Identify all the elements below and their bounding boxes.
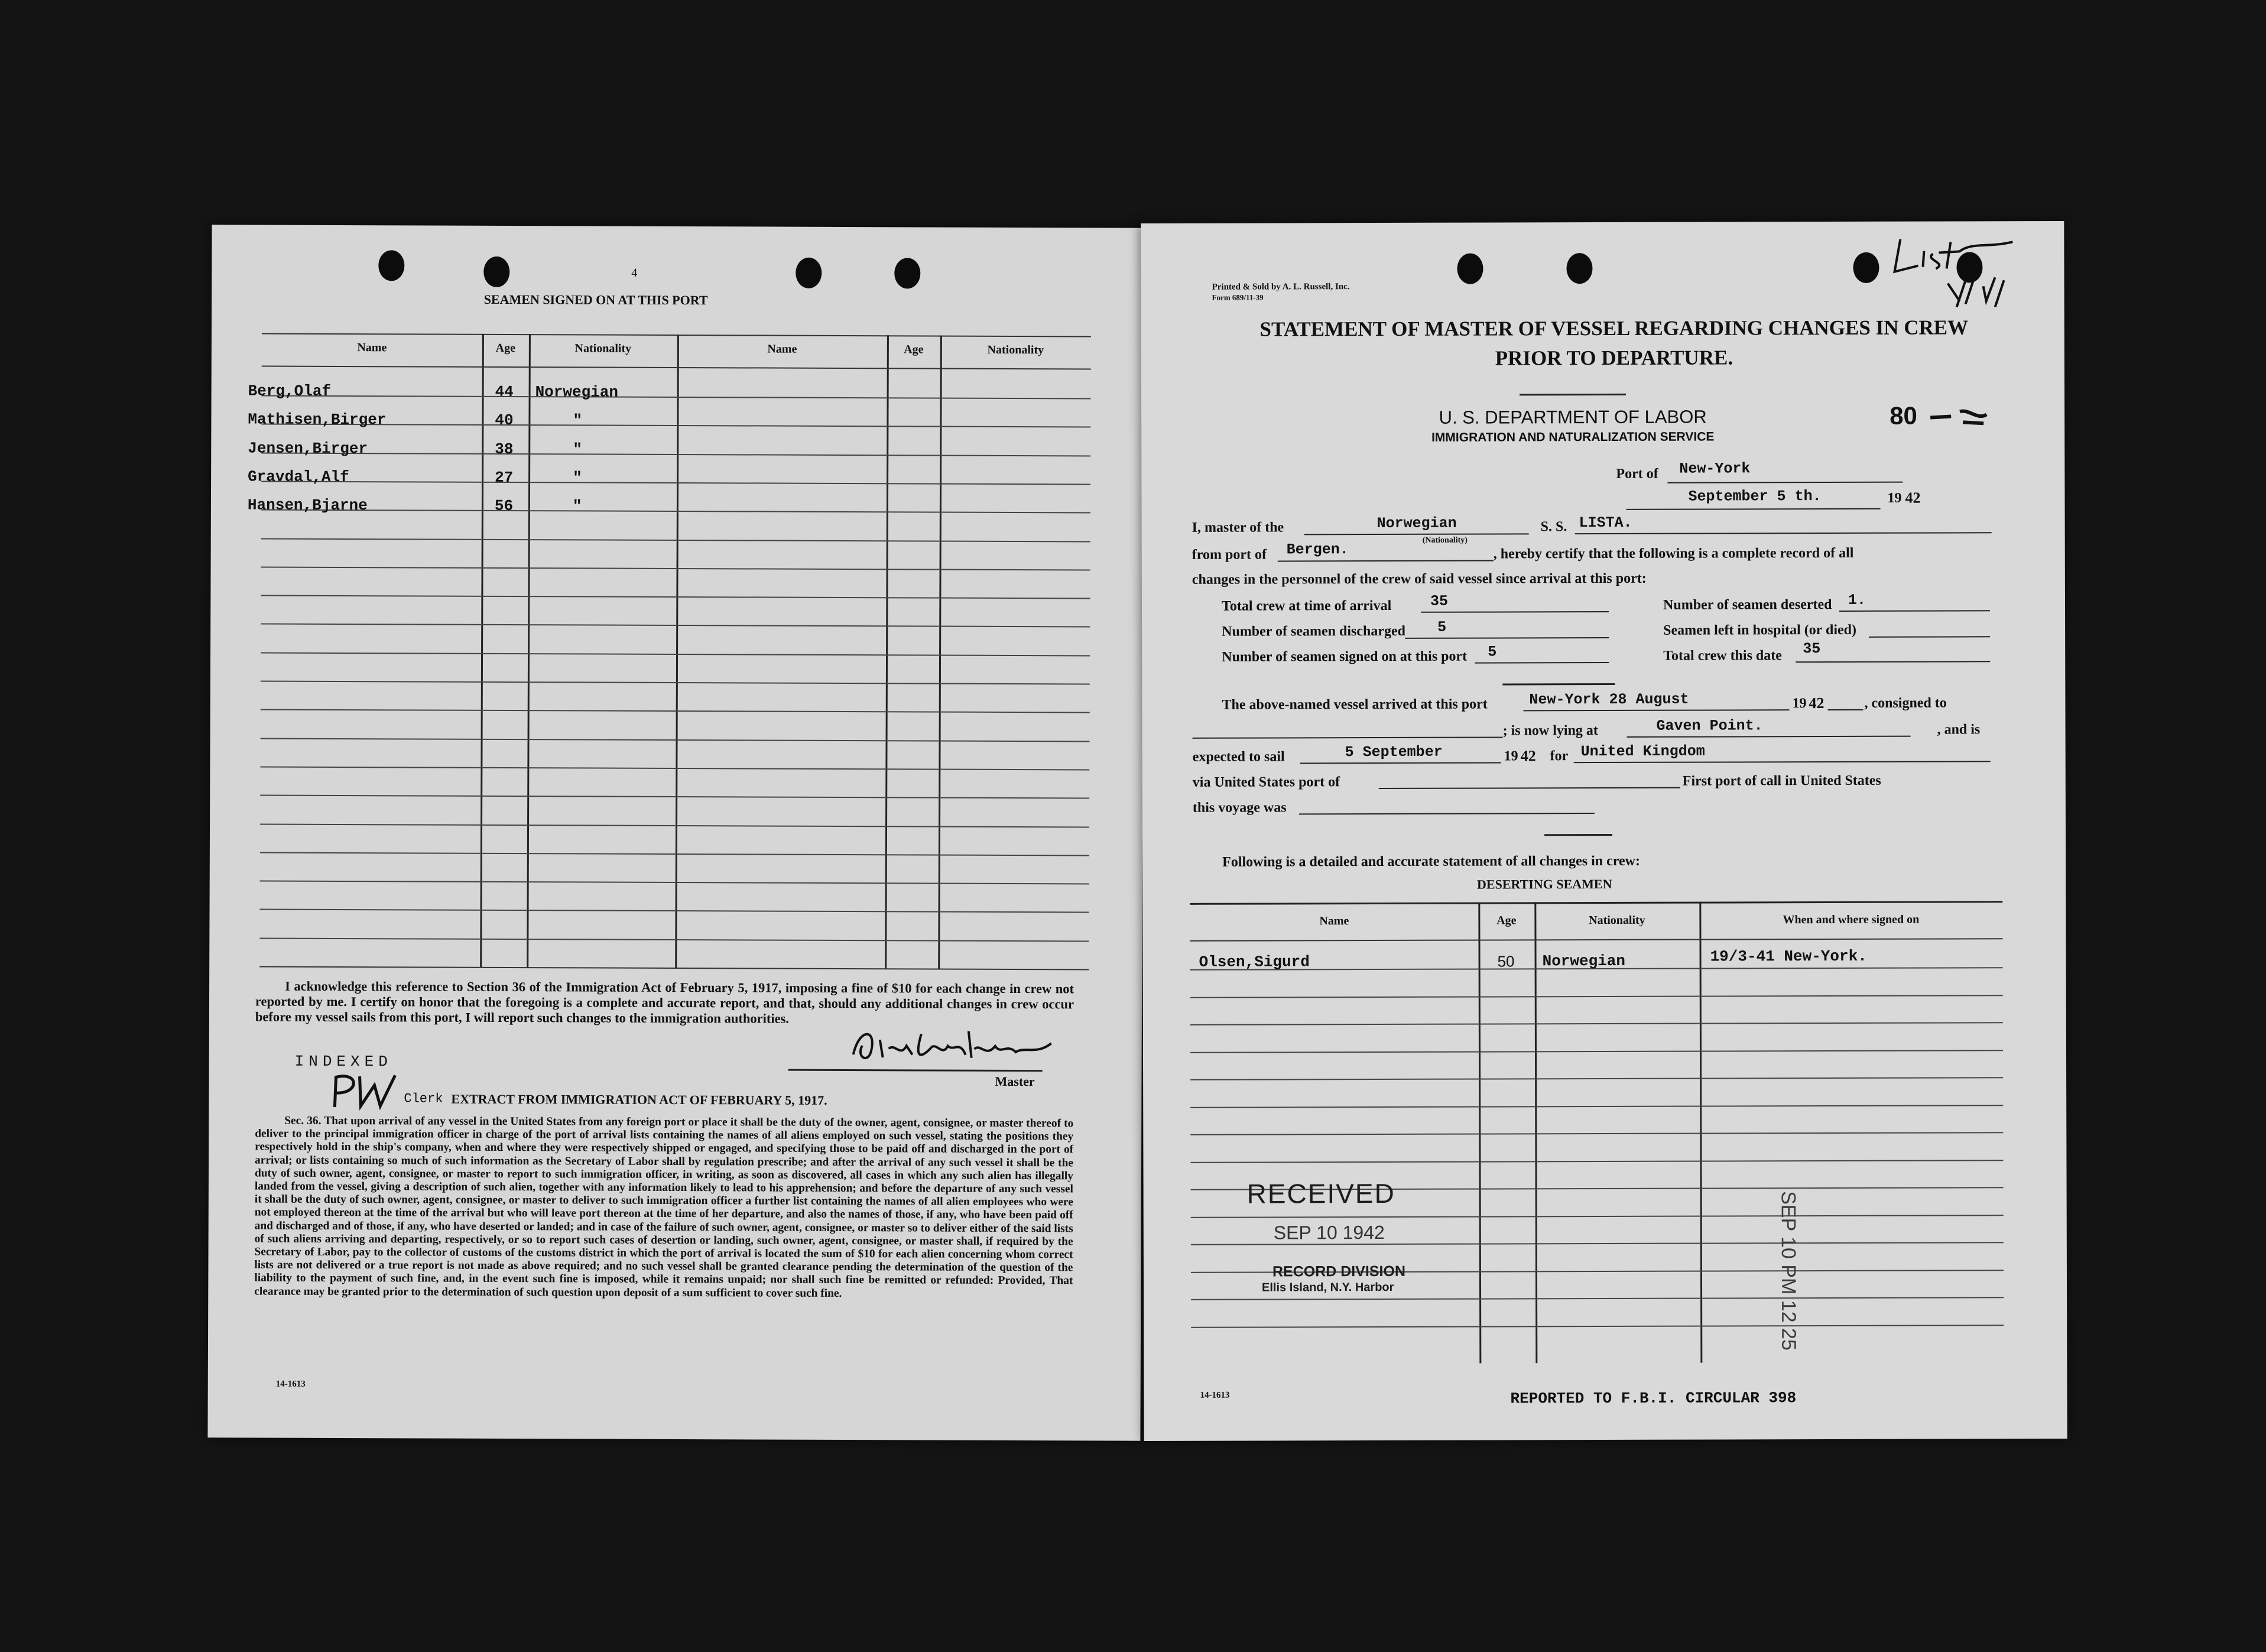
acknowledgement-text: I acknowledge this reference to Section 36 of the Immigration Act of February 5, 1917, imposing a fine of $10 for each change in crew not reported by me. I certify on honor that the foregoing is a complete and accurate report, and that, should any additional changes in crew occur before my vessel sails from this port, I will report such changes to the immigration authorities.	[255, 978, 1074, 1026]
table-cell-signed: 19/3-41 New-York.	[1710, 947, 1867, 966]
table-cell-age: 38	[495, 440, 514, 459]
col-header-name: Name	[767, 342, 797, 356]
arrived-label: The above-named vessel arrived at this port	[1222, 696, 1488, 713]
lying-label: ; is now lying at	[1502, 723, 1598, 739]
total-arrival-value: 35	[1430, 592, 1449, 610]
title-rule	[1520, 394, 1626, 395]
page-number: 4	[631, 266, 638, 280]
row-rule	[1190, 1105, 2003, 1108]
table-cell-nationality: Norwegian	[535, 383, 619, 401]
col-divider	[938, 336, 942, 969]
col-header-signed: When and where signed on	[1783, 913, 1920, 927]
row-rule	[259, 937, 1089, 942]
row-rule	[262, 395, 1091, 400]
row-rule	[260, 823, 1089, 827]
voyage-label: this voyage was	[1192, 800, 1287, 816]
table-row: Jensen,Birger	[248, 439, 368, 458]
row-rule	[1190, 1132, 2003, 1135]
left-page	[207, 225, 1144, 1440]
via-label: via United States port of	[1192, 774, 1340, 790]
vertical-stamp: SEP 10 PM 12 25	[1777, 1191, 1800, 1351]
table-top-rule	[1190, 901, 2002, 905]
table-cell-age: 40	[495, 411, 514, 430]
discharged-value: 5	[1437, 618, 1447, 636]
col-header-name: Name	[357, 341, 387, 355]
row-rule	[261, 538, 1090, 542]
year-prefix: 19	[1887, 490, 1902, 506]
master-label: Master	[995, 1073, 1035, 1089]
deserting-title: DESERTING SEAMEN	[1476, 876, 1612, 892]
clerk-initials	[324, 1070, 407, 1112]
row-rule	[1190, 1160, 2003, 1163]
arrived-value: New-York 28 August	[1529, 690, 1689, 709]
hospital-label: Seamen left in hospital (or died)	[1663, 622, 1857, 638]
row-rule	[261, 681, 1090, 685]
year-arrived: 42	[1809, 694, 1825, 712]
following-text: Following is a detailed and accurate statement of all changes in crew:	[1222, 853, 1640, 870]
received-stamp-division: RECORD DIVISION	[1272, 1262, 1406, 1280]
year-value: 42	[1905, 489, 1921, 507]
row-rule	[260, 881, 1089, 885]
total-arrival-line	[1421, 593, 1609, 613]
row-rule	[1190, 1077, 2003, 1080]
first-port-label: First port of call in United States	[1682, 773, 1881, 789]
deserted-label: Number of seamen deserted	[1663, 596, 1832, 613]
form-number: Form 689/11-39	[1212, 293, 1264, 302]
col-header-age: Age	[495, 341, 516, 355]
port-label: Port of	[1616, 466, 1658, 482]
changes-text: changes in the personnel of the crew of said vessel since arrival at this port:	[1192, 570, 1647, 588]
col-divider	[480, 334, 484, 968]
nationality-value: Norwegian	[1377, 514, 1457, 533]
total-arrival-label: Total crew at time of arrival	[1221, 598, 1392, 614]
received-stamp-date: SEP 10 1942	[1273, 1221, 1385, 1244]
consigned-label: , consigned to	[1864, 695, 1947, 711]
punch-hole	[894, 258, 920, 288]
year-prefix: 19	[1504, 748, 1518, 764]
from-port-value: Bergen.	[1286, 541, 1349, 559]
table-row: Olsen,Sigurd	[1199, 953, 1310, 971]
certify-text: , hereby certify that the following is a complete record of all	[1493, 545, 1854, 562]
from-port-label: from port of	[1192, 547, 1267, 563]
col-divider	[675, 335, 679, 968]
table-cell-nationality: "	[573, 469, 582, 487]
row-rules	[1141, 221, 2064, 223]
year-prefix: 19	[1792, 696, 1807, 712]
col-header-nationality: Nationality	[574, 342, 632, 355]
form-title-line1: STATEMENT OF MASTER OF VESSEL REGARDING CHANGES IN CREW	[1259, 316, 1969, 341]
punch-hole	[796, 258, 822, 288]
row-rules	[212, 225, 1145, 228]
expected-value: 5 September	[1345, 743, 1443, 761]
col-header-nationality: Nationality	[987, 343, 1044, 357]
port-value: New-York	[1679, 460, 1751, 478]
row-rule	[261, 624, 1090, 628]
consignee-line	[1193, 719, 1503, 738]
header-rule	[1190, 938, 2002, 942]
header-rule	[262, 366, 1091, 370]
extract-text: Sec. 36. That upon arrival of any vessel in the United States from any foreign port or place it shall be the duty of the owner, agent, consignee, or master thereof to deliver to the principal immigration officer in charge of the port of arrival lists containing the names of all aliens employed on such vessel, stating the positions they respectively hold in the ship's company, when and where they were respectively shipped or engaged, and specifying those to be paid off and discharged in the port of arrival; or lists containing so much of such information as the Secretary of Labor shall by regulation prescribe; and after the arrival of any such vessel it shall be the duty of such owner, agent, consignee, or master to report to such immigration officer, in writing, as soon as discovered, all cases in which any such alien has illegally landed from the vessel, giving a description of such alien, together with any information likely to lead to his apprehension; and before the departure of any such vessel it shall be the duty of such owner, agent, consignee, or master to deliver to such immigration officer a further list containing the names of all alien employees who were not employed thereon at the time of the arrival but who will leave port thereon at the time of her departure, and also the names of those, if any, who have been paid off and discharged and of those, if any, who have deserted or landed; and in case of the failure of such owner, agent, consignee, or master so to deliver either of the said lists of such aliens arriving and departing, respectively, or so to report such cases of desertion or landing, such owner, agent, consignee, or master shall, if required by the Secretary of Labor, pay to the collector of customs of the customs district in which the port of arrival is located the sum of $10 for each alien concerning whom correct lists are not delivered or a true report is not made as above required; and no such vessel shall be granted clearance pending the determination of the question of the liability to the payment of such fine, and, in the event such fine is imposed, while it remains unpaid; nor shall such fine be remitted or refunded: Provided, That clearance may be granted prior to the determination of such question upon deposit of a sum sufficient to cover such fine.	[254, 1114, 1074, 1300]
short-rule	[1544, 834, 1612, 836]
voyage-line	[1299, 795, 1595, 814]
total-date-value: 35	[1803, 640, 1821, 658]
lying-value: Gaven Point.	[1656, 717, 1763, 735]
form-code: 14-1613	[275, 1379, 306, 1389]
row-rule	[1190, 1050, 2003, 1053]
row-rule	[260, 852, 1089, 856]
col-divider	[1699, 902, 1702, 1363]
year-line	[1827, 692, 1863, 710]
col-divider	[885, 335, 889, 969]
department: U. S. DEPARTMENT OF LABOR	[1439, 406, 1707, 428]
punch-hole	[378, 250, 404, 281]
row-rule	[261, 566, 1090, 570]
indexed-stamp: INDEXED	[294, 1052, 392, 1071]
row-rule	[1191, 1215, 2004, 1218]
deserted-value: 1.	[1848, 591, 1866, 609]
row-rule	[261, 481, 1090, 485]
table-cell-nationality: Norwegian	[1542, 952, 1626, 971]
row-rule	[261, 709, 1090, 713]
row-rule	[260, 795, 1089, 799]
vessel-line	[1575, 514, 1992, 534]
short-rule	[1502, 683, 1615, 685]
clerk-label: Clerk	[404, 1091, 443, 1106]
col-header-age: Age	[1496, 914, 1517, 927]
service: IMMIGRATION AND NATURALIZATION SERVICE	[1431, 430, 1715, 444]
row-rule	[261, 652, 1090, 656]
punch-hole	[1566, 253, 1592, 284]
stamp-mark	[1927, 405, 1992, 429]
destination-value: United Kingdom	[1580, 742, 1705, 761]
form-code: 14-1613	[1200, 1390, 1230, 1400]
table-cell-nationality: "	[573, 411, 583, 430]
for-label: for	[1550, 748, 1569, 764]
col-divider	[527, 334, 531, 968]
row-rule	[260, 909, 1089, 913]
printer-note: Printed & Sold by A. L. Russell, Inc.	[1212, 282, 1350, 292]
row-rule	[261, 595, 1090, 599]
table-cell-age: 50	[1497, 952, 1515, 971]
discharged-label: Number of seamen discharged	[1222, 623, 1406, 640]
section-title: SEAMEN SIGNED ON AT THIS PORT	[483, 291, 708, 308]
table-row: Berg,Olaf	[248, 382, 332, 400]
stamp-code: 80	[1890, 401, 1917, 430]
table-top-rule	[262, 333, 1091, 337]
total-date-label: Total crew this date	[1663, 648, 1782, 664]
form-title-line2: PRIOR TO DEPARTURE.	[1495, 346, 1733, 370]
col-header-age: Age	[904, 343, 924, 356]
row-rule	[261, 452, 1090, 456]
and-is-label: , and is	[1937, 722, 1981, 738]
table-cell-age: 27	[495, 468, 514, 487]
table-row: Hansen,Bjarne	[247, 496, 368, 515]
table-cell-nationality: "	[573, 440, 582, 459]
nationality-caption: (Nationality)	[1422, 535, 1468, 545]
punch-hole	[483, 257, 509, 287]
row-rule	[260, 766, 1089, 770]
table-cell-nationality: "	[572, 497, 582, 515]
total-date-line	[1796, 643, 1990, 663]
row-rule	[261, 509, 1090, 514]
row-rule	[1191, 1325, 2004, 1328]
signed-on-label: Number of seamen signed on at this port	[1222, 648, 1468, 665]
punch-hole	[1853, 252, 1879, 283]
master-of-label: I, master of the	[1192, 520, 1284, 535]
table-cell-age: 44	[495, 382, 514, 401]
table-row: Mathisen,Birger	[248, 410, 387, 429]
received-stamp-title: RECEIVED	[1246, 1177, 1395, 1209]
vessel-value: LISTA.	[1579, 514, 1632, 532]
hospital-line	[1869, 618, 1990, 638]
via-line	[1379, 770, 1680, 789]
col-header-nationality: Nationality	[1589, 913, 1645, 927]
fbi-note: REPORTED TO F.B.I. CIRCULAR 398	[1510, 1389, 1797, 1408]
signature-line	[788, 1069, 1043, 1072]
table-bottom-rule	[259, 966, 1089, 971]
ghost-text	[1218, 374, 1425, 387]
table-row: Gravdal,Alf	[248, 468, 349, 486]
discharged-line	[1405, 619, 1609, 639]
year-sail: 42	[1520, 747, 1536, 765]
date-value: September 5 th.	[1688, 488, 1822, 505]
row-rule	[1190, 995, 2003, 998]
signed-on-value: 5	[1488, 643, 1497, 661]
row-rule	[261, 738, 1090, 742]
master-signature	[848, 1022, 1060, 1070]
punch-hole	[1457, 254, 1483, 284]
right-page	[1141, 221, 2067, 1441]
received-stamp-location: Ellis Island, N.Y. Harbor	[1261, 1280, 1394, 1294]
row-rule	[1191, 1297, 2004, 1300]
col-header-name: Name	[1319, 914, 1349, 928]
ss-label: S. S.	[1540, 519, 1567, 535]
row-rule	[1190, 1022, 2003, 1025]
expected-label: expected to sail	[1192, 749, 1285, 765]
table-cell-age: 56	[494, 496, 514, 515]
extract-title: EXTRACT FROM IMMIGRATION ACT OF FEBRUARY 5, 1917.	[451, 1091, 827, 1108]
handwritten-note	[1877, 230, 2042, 313]
